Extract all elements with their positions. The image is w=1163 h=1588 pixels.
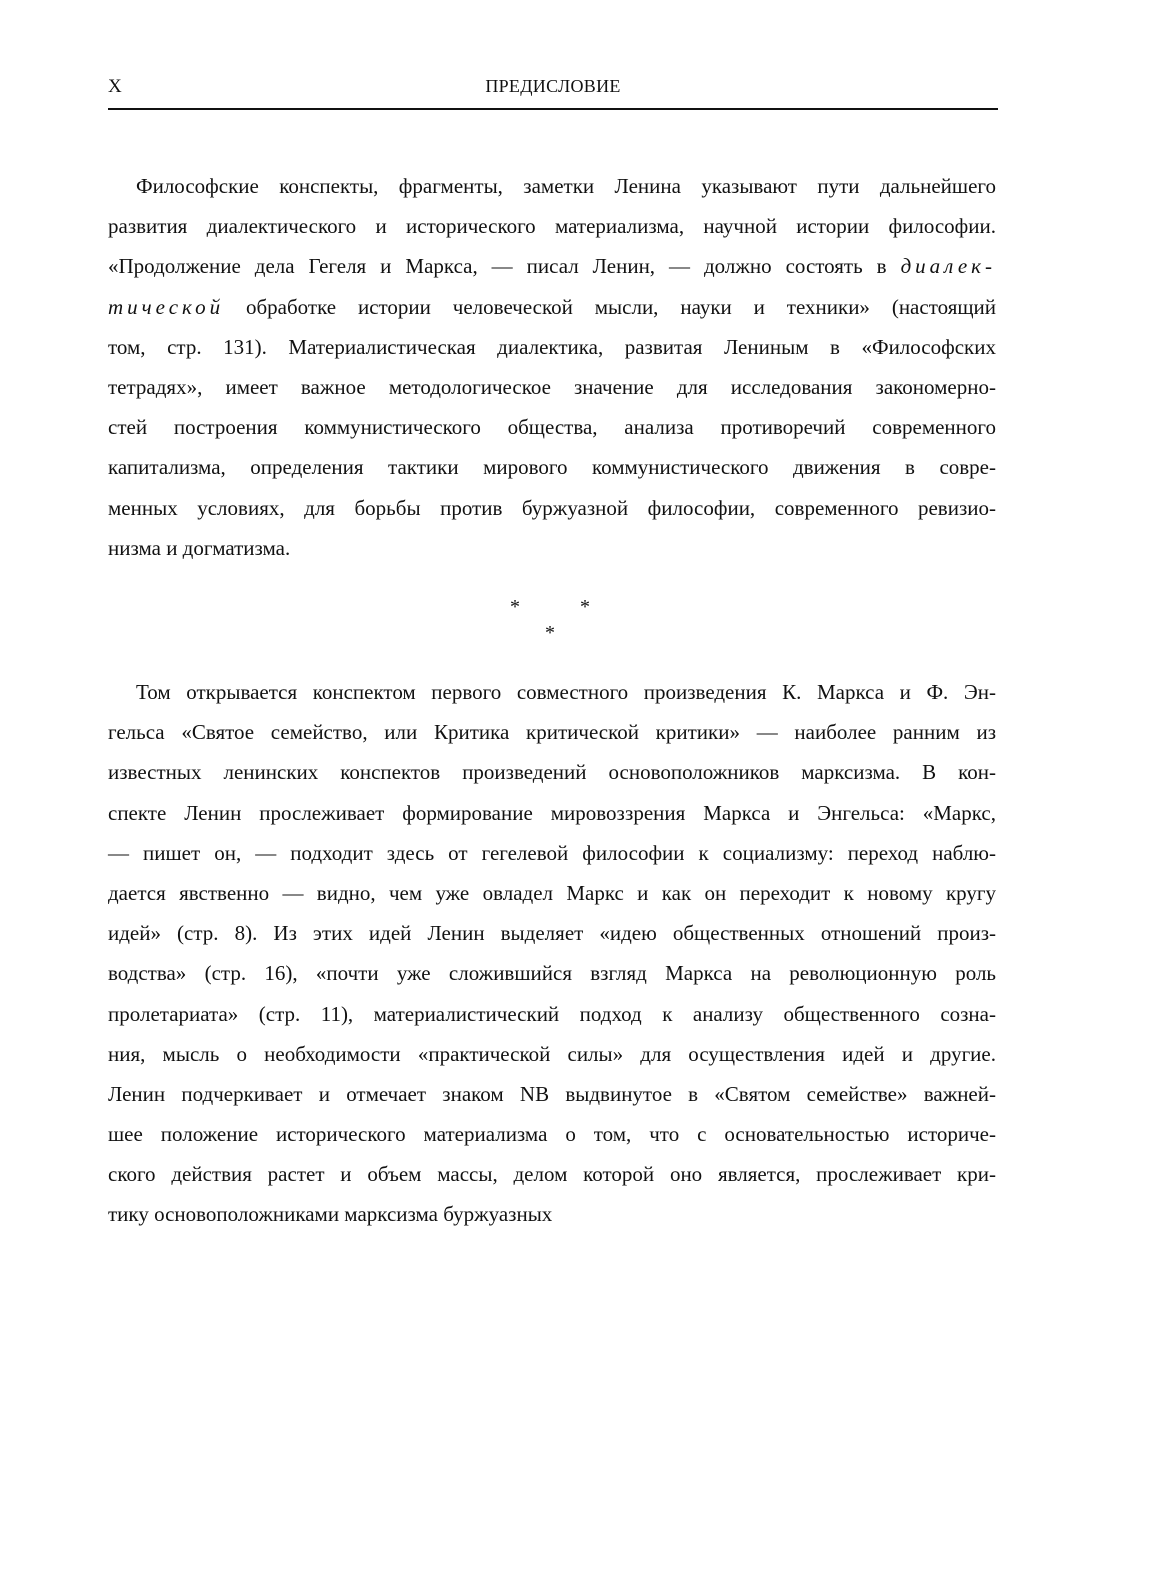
text-line: пролетариата» (стр. 11), материалистический подход к анализу общественного созна- (108, 1001, 996, 1026)
text-line: низма и догматизма. (108, 535, 291, 560)
text-line: тику основоположниками марксизма буржуазных (108, 1202, 553, 1227)
text-fragment: «Продолжение дела Гегеля и Маркса, — писал Ленин, — должно состоять в (108, 254, 887, 279)
asterisk: * (545, 622, 555, 644)
text-line: ния, мысль о необходимости «практической силы» для осуществления идей и другие. (108, 1041, 996, 1066)
text-line: Ленин подчеркивает и отмечает знаком NB выдвинутое в «Святом семействе» важней- (108, 1081, 996, 1106)
text-line: дается явственно — видно, чем уже овладел Маркс и как он переходит к новому кругу (108, 880, 996, 905)
running-title: ПРЕДИСЛОВИЕ (485, 76, 621, 96)
page-header (108, 72, 998, 110)
text-line: гельса «Святое семейство, или Критика критической критики» — наиболее ранним из (108, 720, 996, 745)
text-line: спекте Ленин прослеживает формирование мировоззрения Маркса и Энгельса: «Маркс, (108, 800, 996, 825)
emphasized-word: диалек- (900, 254, 997, 279)
asterisk: * (580, 596, 590, 618)
text-line: менных условиях, для борьбы против буржуазной философии, современного ревизио- (108, 495, 996, 520)
text-line: водства» (стр. 16), «почти уже сложившийся взгляд Маркса на революционную роль (108, 961, 996, 986)
text-line: развития диалектического и исторического материализма, научной истории философии. (108, 214, 996, 239)
text-line (108, 246, 996, 286)
text-line: том, стр. 131). Материалистическая диалектика, развитая Лениным в «Философских (108, 334, 996, 359)
text-line: идей» (стр. 8). Из этих идей Ленин выделяет «идею общественных отношений произ- (108, 921, 996, 946)
asterisk: * (510, 596, 520, 618)
paragraph-2 (108, 672, 996, 1235)
section-separator (0, 596, 1163, 646)
emphasized-word: тической (108, 294, 225, 319)
text-line: ского действия растет и объем массы, делом которой оно является, прослеживает кри- (108, 1162, 996, 1187)
text-line: Философские конспекты, фрагменты, заметки Ленина указывают пути дальнейшего (136, 174, 996, 198)
text-line: Том открывается конспектом первого совместного произведения К. Маркса и Ф. Эн- (136, 680, 996, 704)
text-line: стей построения коммунистического общества, анализа противоречий современного (108, 415, 996, 440)
text-line: шее положение исторического материализма о том, что с основательностью историче- (108, 1122, 996, 1147)
text-fragment: обработке истории человеческой мысли, науки и техники» (настоящий (245, 294, 997, 319)
text-line (108, 287, 996, 327)
text-line: тетрадях», имеет важное методологическое значение для исследования закономерно- (108, 374, 996, 399)
text-line: капитализма, определения тактики мирового коммунистического движения в совре- (108, 455, 996, 480)
text-line: известных ленинских конспектов произведений основоположников марксизма. В кон- (108, 760, 996, 785)
paragraph-1 (108, 166, 996, 568)
page-number: X (108, 76, 122, 97)
text-line: — пишет он, — подходит здесь от гегелевой философии к социализму: переход наблю- (108, 840, 996, 865)
